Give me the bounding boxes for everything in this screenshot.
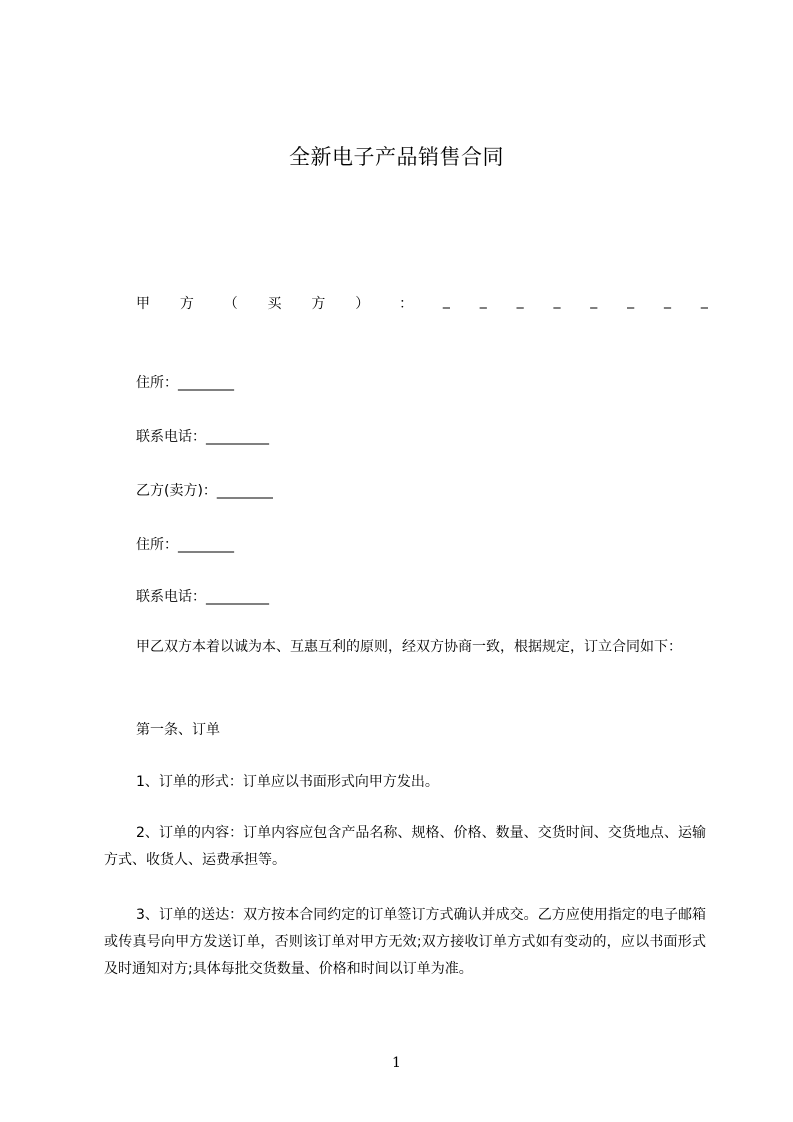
party-a-blank: _ bbox=[590, 293, 598, 309]
party-a-blank: _ bbox=[700, 293, 708, 309]
intro-paragraph: 甲乙双方本着以诚为本、互惠互利的原则，经双方协商一致，根据规定，订立合同如下： bbox=[136, 639, 682, 655]
party-a-char: ： bbox=[399, 296, 414, 312]
clause-1: 1、订单的形式：订单应以书面形式向甲方发出。 bbox=[136, 774, 439, 790]
party-a-char: 方 bbox=[311, 296, 326, 312]
page-number: 1 bbox=[392, 1055, 401, 1071]
party-a-char: 方 bbox=[179, 296, 194, 312]
party-a-blank: _ bbox=[553, 293, 561, 309]
party-a-address: 住所：________ bbox=[136, 375, 234, 391]
party-a-blank: _ bbox=[516, 293, 524, 309]
party-b-address: 住所：________ bbox=[136, 537, 234, 553]
clause-3: 3、订单的送达：双方按本合同约定的订单签订方式确认并成交。乙方应使用指定的电子邮箱或传真号向甲方发送订单，否则该订单对甲方无效;双方接收订单方式如有变动的，应以书面形式及时通知对方;具体每批交货数量、价格和时间以订单为准。 bbox=[104, 907, 706, 977]
party-a-phone: 联系电话：_________ bbox=[136, 429, 269, 445]
party-a-blank: _ bbox=[479, 293, 487, 309]
document-title: 全新电子产品销售合同 bbox=[289, 145, 504, 169]
party-a-char: ） bbox=[355, 296, 370, 312]
party-a-blank: _ bbox=[442, 293, 450, 309]
party-a-line bbox=[136, 293, 708, 313]
party-b-name: 乙方(卖方)：________ bbox=[136, 483, 273, 499]
party-a-blank: _ bbox=[627, 293, 635, 309]
party-a-char: （ bbox=[223, 296, 238, 312]
party-b-phone: 联系电话：_________ bbox=[136, 589, 269, 605]
article-1-heading: 第一条、订单 bbox=[136, 722, 220, 738]
party-a-char: 甲 bbox=[136, 296, 150, 312]
party-a-blank: _ bbox=[663, 293, 671, 309]
party-a-char: 买 bbox=[267, 296, 282, 312]
clause-2: 2、订单的内容：订单内容应包含产品名称、规格、价格、数量、交货时间、交货地点、运输方式、收货人、运费承担等。 bbox=[104, 825, 706, 868]
